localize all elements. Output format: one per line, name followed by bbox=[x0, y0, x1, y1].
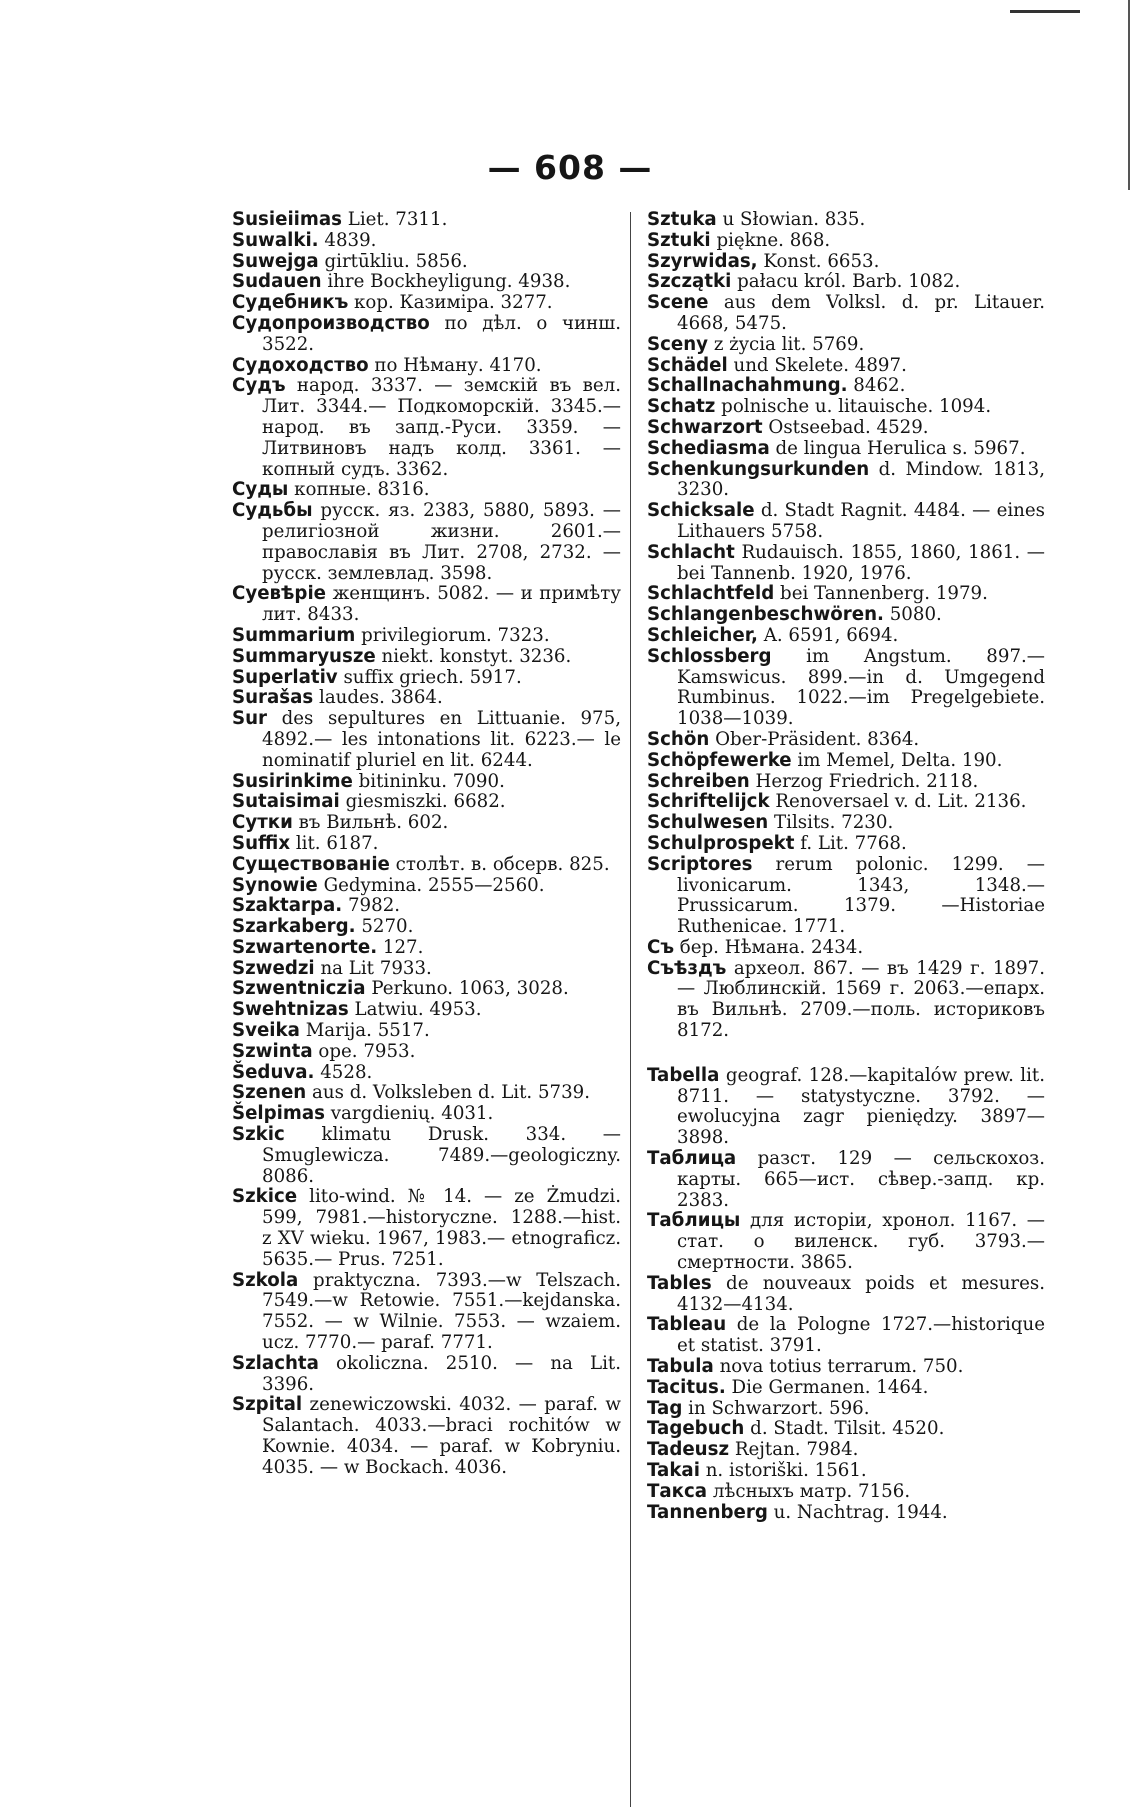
entry-headword: Судебникъ bbox=[232, 292, 349, 314]
entry-references: археол. 867. — въ 1429 г. 1897.— Люблинскій. 1569 г. 2063.—епарх. въ Вильнѣ. 2709.—поль. историковъ 8172. bbox=[677, 957, 1045, 1042]
entry-references: aus dem Volksl. d. pr. Litauer. 4668, 5475. bbox=[677, 292, 1045, 334]
index-entry bbox=[647, 501, 1045, 543]
entry-headword: Tableau bbox=[647, 1314, 727, 1336]
index-entry bbox=[647, 460, 1045, 502]
entry-references: A. 6591, 6694. bbox=[757, 624, 899, 646]
entry-references: lit. 6187. bbox=[290, 832, 379, 854]
entry-references: 7982. bbox=[342, 895, 401, 917]
index-entry bbox=[232, 938, 621, 959]
index-entry bbox=[647, 1357, 1045, 1378]
entry-references: vargdienių. 4031. bbox=[324, 1103, 494, 1125]
entry-headword: Szpital bbox=[232, 1394, 303, 1416]
entry-references: u. Nachtrag. 1944. bbox=[767, 1501, 948, 1523]
entry-references: in Schwarzort. 596. bbox=[682, 1397, 870, 1419]
index-entry bbox=[232, 772, 621, 793]
entry-headword: Schwarzort bbox=[647, 416, 763, 438]
index-entry bbox=[232, 1021, 621, 1042]
index-entry bbox=[647, 834, 1045, 855]
entry-headword: Существованіе bbox=[232, 853, 390, 875]
entry-headword: Судьбы bbox=[232, 500, 313, 522]
index-entry bbox=[232, 231, 621, 252]
entry-headword: Schlossberg bbox=[647, 645, 772, 667]
index-entry bbox=[232, 210, 621, 231]
entry-references: русск. яз. 2383, 5880, 5893. — религіозной жизни. 2601.— православія въ Лит. 2708, 2732. — русск. землевлад. 3598. bbox=[262, 500, 621, 584]
entry-references: по Нѣману. 4170. bbox=[368, 354, 542, 376]
index-entry bbox=[232, 896, 621, 917]
entry-headword: Судоходство bbox=[232, 354, 369, 376]
index-entry bbox=[232, 1000, 621, 1021]
index-entry bbox=[647, 335, 1045, 356]
entry-references: piękne. 868. bbox=[710, 229, 831, 251]
entry-references: und Skelete. 4897. bbox=[727, 354, 907, 376]
index-entry bbox=[232, 1271, 621, 1354]
page-number: — 608 — bbox=[487, 148, 653, 187]
index-entry bbox=[647, 272, 1045, 293]
index-entry bbox=[232, 647, 621, 668]
entry-headword: Szwinta bbox=[232, 1040, 313, 1062]
entry-headword: Такса bbox=[647, 1480, 708, 1502]
entry-references: girtūkliu. 5856. bbox=[318, 250, 468, 272]
entry-headword: Таблица bbox=[647, 1148, 737, 1170]
index-entry bbox=[232, 979, 621, 1000]
index-entry bbox=[232, 1187, 621, 1270]
index-column-left bbox=[232, 210, 621, 1479]
entry-headword: Суды bbox=[232, 479, 289, 501]
entry-headword: Sudauen bbox=[232, 271, 322, 293]
entry-headword: Schöpfewerke bbox=[647, 749, 792, 771]
index-entry bbox=[647, 543, 1045, 585]
entry-headword: Съѣздъ bbox=[647, 957, 727, 979]
index-entry bbox=[647, 1149, 1045, 1211]
entry-references: privilegiorum. 7323. bbox=[355, 624, 550, 646]
entry-headword: Schädel bbox=[647, 354, 728, 376]
entry-references: d. Mindow. 1813, 3230. bbox=[677, 458, 1045, 501]
entry-headword: Szkola bbox=[232, 1269, 299, 1291]
index-entry bbox=[232, 1354, 621, 1396]
entry-references: Liet. 7311. bbox=[341, 209, 448, 230]
index-column-right bbox=[647, 210, 1045, 1523]
entry-headword: Сутки bbox=[232, 812, 293, 834]
entry-references: okoliczna. 2510. — na Lit. 3396. bbox=[262, 1352, 621, 1395]
entry-references: Ober-Präsident. 8364. bbox=[709, 728, 920, 750]
index-entry bbox=[232, 1042, 621, 1063]
entry-references: de nouveaux poids et mesures. 4132—4134. bbox=[677, 1272, 1045, 1315]
entry-headword: Суевѣріе bbox=[232, 583, 327, 605]
entry-references: Ostseebad. 4529. bbox=[762, 416, 929, 438]
entry-references: geograf. 128.—kapitalów prew. lit. 8711. — statystyczne. 3792. — ewolucyjna zagr pieniędzy. 3897—3898. bbox=[677, 1064, 1045, 1149]
entry-references: Latwiu. 4953. bbox=[348, 999, 482, 1021]
index-entry bbox=[647, 813, 1045, 834]
entry-references: rerum polonic. 1299. — livonicarum. 1343, 1348.—Prussicarum. 1379. —Historiae Ruthenicae. 1771. bbox=[677, 853, 1045, 938]
index-entry bbox=[647, 418, 1045, 439]
entry-references: polnische u. litauische. 1094. bbox=[715, 396, 992, 418]
entry-references: для исторіи, хронол. 1167. —стат. о виленск. губ. 3793.—смертности. 3865. bbox=[677, 1210, 1045, 1274]
index-entry bbox=[647, 376, 1045, 397]
entry-headword: Sutaisimai bbox=[232, 791, 340, 813]
entry-references: Renoversael v. d. Lit. 2136. bbox=[769, 791, 1027, 813]
index-entry bbox=[232, 356, 621, 377]
entry-headword: Swehtnizas bbox=[232, 999, 349, 1021]
entry-headword: Suffix bbox=[232, 832, 291, 854]
entry-headword: Surašas bbox=[232, 687, 314, 709]
entry-references: d. Stadt. Tilsit. 4520. bbox=[744, 1418, 945, 1440]
entry-references: de lingua Herulica s. 5967. bbox=[769, 437, 1026, 459]
entry-references: laudes. 3864. bbox=[313, 687, 443, 709]
entry-references: по дѣл. о чинш. 3522. bbox=[262, 312, 621, 355]
entry-headword: Szaktarpa. bbox=[232, 895, 343, 917]
index-entry bbox=[647, 1461, 1045, 1482]
entry-references: Herzog Friedrich. 2118. bbox=[749, 770, 979, 792]
entry-headword: Schleicher, bbox=[647, 624, 758, 646]
entry-headword: Superlativ bbox=[232, 666, 338, 688]
entry-references: 8462. bbox=[847, 375, 906, 397]
entry-references: Die Germanen. 1464. bbox=[725, 1376, 929, 1398]
entry-headword: Schriftelijck bbox=[647, 791, 770, 813]
entry-references: im Angstum. 897.—Kamswicus. 899.—in d. Umgegend Rumbinus. 1022.—im Pregelgebiete. 1038—1039. bbox=[677, 645, 1045, 730]
entry-references: бер. Нѣмана. 2434. bbox=[674, 936, 864, 958]
index-entry bbox=[232, 1395, 621, 1478]
entry-headword: Scriptores bbox=[647, 853, 753, 875]
entry-headword: Tabella bbox=[647, 1064, 720, 1086]
entry-headword: Summarium bbox=[232, 624, 356, 646]
index-entry bbox=[647, 626, 1045, 647]
index-entry bbox=[232, 584, 621, 626]
entry-references: d. Stadt Ragnit. 4484. — eines Lithauers 5758. bbox=[677, 500, 1045, 542]
index-entry bbox=[232, 1063, 621, 1084]
entry-headword: Sveika bbox=[232, 1020, 300, 1042]
entry-references: лѣсныхъ матр. 7156. bbox=[707, 1480, 911, 1502]
entry-headword: Schulprospekt bbox=[647, 832, 795, 854]
entry-references: bitininku. 7090. bbox=[352, 770, 505, 792]
entry-references: u Słowian. 835. bbox=[716, 209, 866, 230]
entry-references: кор. Казиміра. 3277. bbox=[348, 292, 553, 314]
entry-references: im Memel, Delta. 190. bbox=[791, 749, 1003, 771]
entry-references: копные. 8316. bbox=[288, 479, 430, 501]
entry-headword: Tag bbox=[647, 1397, 683, 1419]
index-entry bbox=[232, 959, 621, 980]
entry-headword: Tacitus. bbox=[647, 1376, 726, 1398]
entry-headword: Schlachtfeld bbox=[647, 583, 775, 605]
index-entry bbox=[232, 792, 621, 813]
entry-headword: Schicksale bbox=[647, 500, 755, 522]
index-entry bbox=[647, 1378, 1045, 1399]
entry-headword: Schallnachahmung. bbox=[647, 375, 848, 397]
entry-references: 5080. bbox=[883, 604, 942, 626]
index-entry bbox=[647, 584, 1045, 605]
entry-headword: Судопроизводство bbox=[232, 312, 430, 334]
entry-references: ope. 7953. bbox=[312, 1040, 416, 1062]
entry-references: женщинъ. 5082. — и примѣту лит. 8433. bbox=[262, 583, 621, 626]
index-entry bbox=[232, 1125, 621, 1187]
entry-headword: Schön bbox=[647, 728, 710, 750]
index-entry bbox=[232, 709, 621, 771]
entry-headword: Scene bbox=[647, 292, 709, 314]
index-entry bbox=[232, 1083, 621, 1104]
entry-references: nova totius terrarum. 750. bbox=[713, 1356, 964, 1378]
entry-references: praktyczna. 7393.—w Telszach. 7549.—w Retowie. 7551.—kejdanska. 7552. — w Wilnie. 7553. — wzaiem. ucz. 7770.— paraf. 7771. bbox=[262, 1269, 621, 1354]
entry-headword: Schediasma bbox=[647, 437, 770, 459]
entry-references: zenewiczowski. 4032. — paraf. w Salantach. 4033.—braci rochitów w Kownie. 4034. — paraf. w Kobryniu. 4035. — w Bockach. 4036. bbox=[262, 1394, 621, 1478]
entry-references: 5270. bbox=[355, 916, 414, 938]
entry-headword: Судъ bbox=[232, 375, 286, 397]
entry-references: na Lit 7933. bbox=[314, 957, 432, 979]
index-entry bbox=[647, 938, 1045, 959]
entry-references: 127. bbox=[377, 936, 424, 958]
entry-references: Marija. 5517. bbox=[299, 1020, 430, 1042]
index-entry bbox=[232, 480, 621, 501]
index-entry bbox=[232, 688, 621, 709]
entry-headword: Synowie bbox=[232, 874, 318, 896]
entry-references: Rejtan. 7984. bbox=[729, 1439, 859, 1461]
index-entry bbox=[232, 876, 621, 897]
entry-headword: Suwejga bbox=[232, 250, 319, 272]
entry-references: lito-wind. № 14. — ze Żmudzi. 599, 7981.—historyczne. 1288.—hist. z XV wieku. 1967, 1983.— etnograficz. 5635.— Prus. 7251. bbox=[262, 1186, 621, 1270]
index-entry bbox=[647, 792, 1045, 813]
entry-headword: Szarkaberg. bbox=[232, 916, 356, 938]
entry-references: klimatu Drusk. 334. — Smuglewicza. 7489.—geologiczny. 8086. bbox=[262, 1124, 621, 1187]
index-entry bbox=[647, 1419, 1045, 1440]
entry-references: suffix griech. 5917. bbox=[337, 666, 522, 688]
entry-headword: Tannenberg bbox=[647, 1501, 768, 1523]
entry-headword: Таблицы bbox=[647, 1210, 741, 1232]
entry-references: f. Lit. 7768. bbox=[794, 832, 907, 854]
entry-references: z życia lit. 5769. bbox=[708, 333, 865, 355]
entry-headword: Szlachta bbox=[232, 1352, 319, 1374]
page-edge-mark bbox=[1010, 0, 1080, 13]
index-entry bbox=[647, 772, 1045, 793]
entry-references: bei Tannenberg. 1979. bbox=[774, 583, 988, 605]
entry-headword: Schreiben bbox=[647, 770, 750, 792]
entry-references: въ Вильнѣ. 602. bbox=[292, 812, 449, 834]
index-entry bbox=[232, 668, 621, 689]
index-entry bbox=[647, 293, 1045, 335]
entry-references: des sepultures en Littuanie. 975, 4892.— les intonations lit. 6223.— le nominatif pluriel en lit. 6244. bbox=[262, 708, 621, 771]
entry-headword: Takai bbox=[647, 1460, 700, 1482]
entry-headword: Tadeusz bbox=[647, 1439, 730, 1461]
entry-headword: Schenkungsurkunden bbox=[647, 458, 870, 480]
entry-headword: Summaryusze bbox=[232, 645, 376, 667]
entry-references: ihre Bockheyligung. 4938. bbox=[321, 271, 571, 293]
index-entry bbox=[232, 813, 621, 834]
entry-references: de la Pologne 1727.—historique et statist. 3791. bbox=[677, 1314, 1045, 1357]
index-entry bbox=[232, 272, 621, 293]
entry-references: разст. 129 — сельскохоз. карты. 665—ист. сѣвер.-запд. кр. 2383. bbox=[677, 1148, 1045, 1211]
entry-headword: Šelpimas bbox=[232, 1103, 325, 1125]
index-entry bbox=[232, 834, 621, 855]
index-entry bbox=[647, 210, 1045, 231]
index-entry bbox=[647, 1482, 1045, 1503]
entry-references: народ. 3337. — земскій въ вел. Лит. 3344.— Подкоморскій. 3345.— народ. въ запд.-Руси. 3359. — Литвиновъ надъ колд. 3361. — копный судъ. 3362. bbox=[262, 375, 621, 480]
index-entry bbox=[232, 501, 621, 584]
entry-references: столѣт. в. обсерв. 825. bbox=[389, 853, 610, 875]
index-entry bbox=[647, 1503, 1045, 1524]
index-entry bbox=[647, 1066, 1045, 1149]
index-entry bbox=[647, 751, 1045, 772]
entry-headword: Schlacht bbox=[647, 541, 735, 563]
entry-headword: Tabula bbox=[647, 1356, 714, 1378]
entry-headword: Съ bbox=[647, 936, 675, 958]
entry-references: n. istoriški. 1561. bbox=[699, 1460, 867, 1482]
entry-headword: Szwedzi bbox=[232, 957, 315, 979]
entry-headword: Sceny bbox=[647, 333, 709, 355]
index-entry bbox=[647, 647, 1045, 730]
entry-headword: Schatz bbox=[647, 396, 716, 418]
entry-references: giesmiszki. 6682. bbox=[339, 791, 506, 813]
entry-headword: Tables bbox=[647, 1272, 712, 1294]
index-entry bbox=[232, 252, 621, 273]
entry-headword: Szkic bbox=[232, 1124, 285, 1146]
entry-references: Gedymina. 2555—2560. bbox=[317, 874, 545, 896]
entry-references: 4528. bbox=[314, 1061, 373, 1083]
index-entry bbox=[647, 231, 1045, 252]
entry-references: aus d. Volksleben d. Lit. 5739. bbox=[306, 1082, 591, 1104]
column-divider bbox=[630, 212, 631, 1807]
entry-headword: Szwentniczia bbox=[232, 978, 366, 1000]
entry-headword: Suwalki. bbox=[232, 229, 319, 251]
index-entry bbox=[232, 626, 621, 647]
index-entry bbox=[647, 1315, 1045, 1357]
index-entry bbox=[647, 1399, 1045, 1420]
entry-headword: Schulwesen bbox=[647, 812, 769, 834]
entry-headword: Schlangenbeschwören. bbox=[647, 604, 884, 626]
entry-references: Konst. 6653. bbox=[757, 250, 880, 272]
entry-headword: Szczątki bbox=[647, 271, 732, 293]
entry-references: pałacu król. Barb. 1082. bbox=[731, 271, 961, 293]
index-entry bbox=[647, 605, 1045, 626]
index-entry bbox=[232, 314, 621, 356]
entry-headword: Szwartenorte. bbox=[232, 936, 378, 958]
entry-headword: Szyrwidas, bbox=[647, 250, 758, 272]
index-entry bbox=[647, 397, 1045, 418]
entry-references: 4839. bbox=[318, 229, 377, 251]
index-entry bbox=[647, 730, 1045, 751]
index-entry bbox=[647, 1440, 1045, 1461]
index-entry bbox=[232, 376, 621, 480]
entry-headword: Sztuki bbox=[647, 229, 711, 251]
index-entry bbox=[232, 855, 621, 876]
index-entry bbox=[232, 1104, 621, 1125]
index-entry bbox=[647, 855, 1045, 938]
index-entry bbox=[647, 252, 1045, 273]
index-entry bbox=[232, 293, 621, 314]
entry-references: niekt. konstyt. 3236. bbox=[375, 645, 572, 667]
entry-headword: Šeduva. bbox=[232, 1061, 315, 1083]
entry-headword: Szenen bbox=[232, 1082, 307, 1104]
entry-references: Tilsits. 7230. bbox=[768, 812, 894, 834]
entry-headword: Szkice bbox=[232, 1186, 298, 1208]
index-entry bbox=[647, 1211, 1045, 1273]
index-entry bbox=[647, 959, 1045, 1042]
entry-headword: Tagebuch bbox=[647, 1418, 745, 1440]
index-entry bbox=[232, 917, 621, 938]
entry-headword: Sur bbox=[232, 708, 268, 730]
index-entry bbox=[647, 356, 1045, 377]
entry-references: Perkuno. 1063, 3028. bbox=[365, 978, 569, 1000]
index-entry bbox=[647, 439, 1045, 460]
entry-headword: Susirinkime bbox=[232, 770, 353, 792]
entry-references: Rudauisch. 1855, 1860, 1861. —bei Tannenb. 1920, 1976. bbox=[677, 541, 1045, 584]
entry-headword: Susieiimas bbox=[232, 209, 342, 230]
index-entry bbox=[647, 1274, 1045, 1316]
entry-headword: Sztuka bbox=[647, 209, 717, 230]
